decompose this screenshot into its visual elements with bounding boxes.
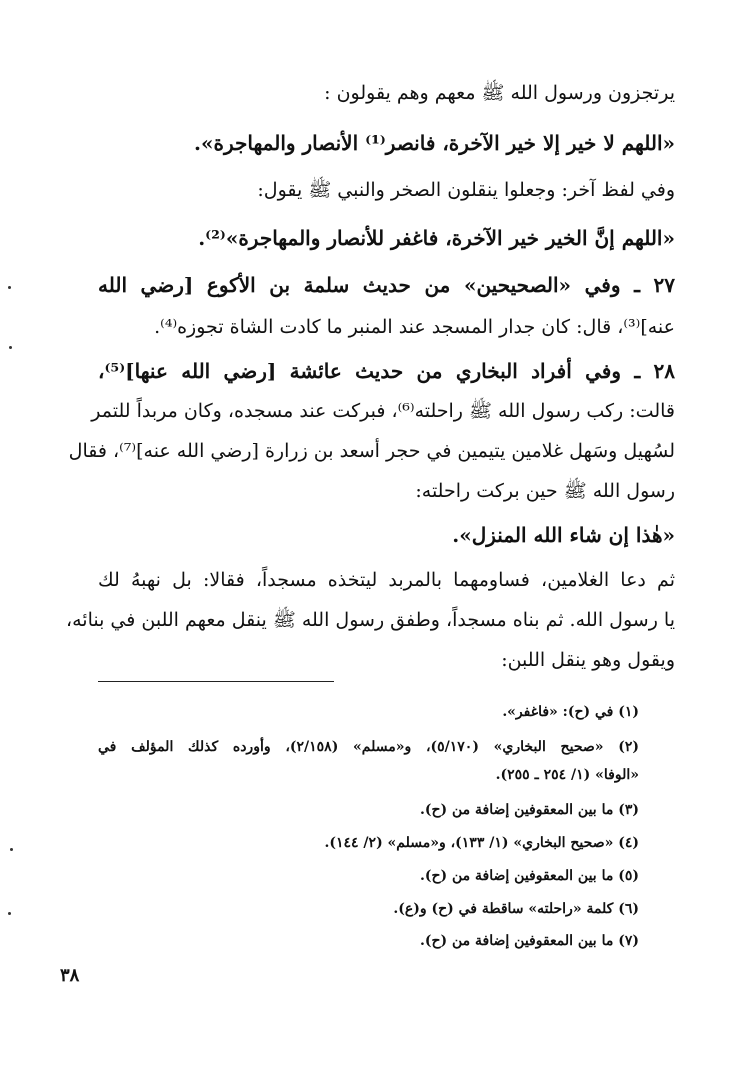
scan-speck bbox=[8, 912, 11, 915]
footnote-1: (١) في (ح): «فاغفر». bbox=[502, 704, 639, 720]
body-line-9: لسُهيل وسَهل غلامين يتيمين في حجر أسعد بن زرارة [رضي الله عنه]⁽⁷⁾، فقال bbox=[68, 440, 675, 462]
body-line-13: يا رسول الله. ثم بناه مسجداً، وطفق رسول الله ﷺ ينقل معهم اللبن في بنائه، bbox=[65, 609, 675, 631]
body-line-3: وفي لفظ آخر: وجعلوا ينقلون الصخر والنبي ﷺ يقول: bbox=[257, 179, 675, 201]
footnote-3: (٣) ما بين المعقوفين إضافة من (ح). bbox=[419, 802, 639, 818]
scan-speck bbox=[8, 286, 11, 289]
body-line-7: ٢٨ ـ وفي أفراد البخاري من حديث عائشة [رضي الله عنها]⁽⁵⁾، bbox=[98, 359, 675, 383]
footnote-2: (٢) «صحيح البخاري» (٥/١٧٠)، و«مسلم» (٢/١٥٨)، وأورده كذلك المؤلف في bbox=[98, 739, 640, 755]
scan-speck bbox=[10, 848, 13, 851]
body-line-12: ثم دعا الغلامين، فساومهما بالمربد ليتخذه مسجداً، فقالا: بل نهبهُ لك bbox=[98, 569, 675, 591]
body-line-10: رسول الله ﷺ حين بركت راحلته: bbox=[415, 480, 675, 502]
body-line-5: ٢٧ ـ وفي «الصحيحين» من حديث سلمة بن الأكوع [رضي الله bbox=[98, 273, 675, 297]
body-line-11: «هٰذا إن شاء الله المنزل». bbox=[452, 523, 675, 547]
body-line-2: «اللهم لا خير إلا خير الآخرة، فانصر⁽¹⁾ الأنصار والمهاجرة». bbox=[194, 131, 675, 155]
footnote-6: (٦) كلمة «راحلته» ساقطة في (ح) و(ع). bbox=[393, 901, 639, 917]
footnote-7: (٧) ما بين المعقوفين إضافة من (ح). bbox=[419, 933, 639, 949]
footnote-2-cont: «الوفا» (١/ ٢٥٤ ـ ٢٥٥). bbox=[495, 767, 639, 783]
footnote-5: (٥) ما بين المعقوفين إضافة من (ح). bbox=[419, 868, 639, 884]
scan-speck bbox=[9, 346, 12, 349]
body-line-14: ويقول وهو ينقل اللبن: bbox=[501, 649, 675, 671]
body-line-4: «اللهم إنَّ الخير خير الآخرة، فاغفر للأنصار والمهاجرة»⁽²⁾. bbox=[198, 226, 675, 250]
body-line-8: قالت: ركب رسول الله ﷺ راحلته⁽⁶⁾، فبركت عند مسجده، وكان مربداً للتمر bbox=[91, 400, 675, 422]
body-line-6: عنه]⁽³⁾، قال: كان جدار المسجد عند المنبر ما كادت الشاة تجوزه⁽⁴⁾. bbox=[154, 316, 675, 338]
footnote-separator bbox=[98, 681, 334, 682]
page-number: ٣٨ bbox=[60, 965, 80, 986]
body-line-1: يرتجزون ورسول الله ﷺ معهم وهم يقولون : bbox=[324, 82, 675, 104]
footnote-4: (٤) «صحيح البخاري» (١/ ١٣٣)، و«مسلم» (٢/ ١٤٤). bbox=[324, 835, 639, 851]
